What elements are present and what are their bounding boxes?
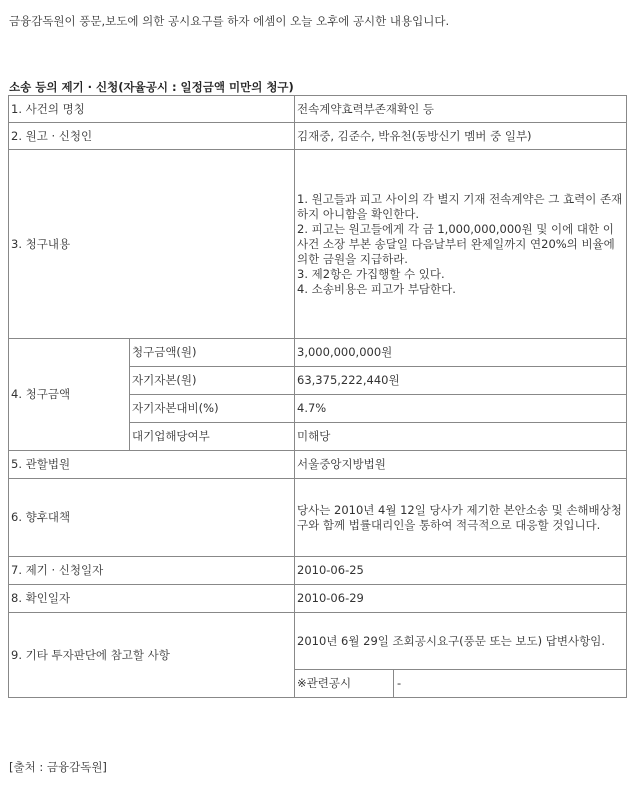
row-value-court: 서울중앙지방법원 [295, 451, 627, 479]
row-label-other: 9. 기타 투자판단에 참고할 사항 [9, 613, 295, 698]
sub-label-claim-amount: 청구금액(원) [130, 339, 295, 367]
claim-line: 2. 피고는 원고들에게 각 금 1,000,000,000원 및 이에 대한 이 사건 소장 부본 송달일 다음날부터 완제일까지 연20%의 비율에 의한 금원을 지급하라. [297, 221, 615, 266]
row-value-claim-content [295, 150, 627, 339]
row-value-case-name: 전속계약효력부존재확인 등 [295, 96, 627, 123]
row-value-response: 당사는 2010년 4월 12일 당사가 제기한 본안소송 및 손해배상청구와 함께 법률대리인을 통하여 적극적으로 대응할 것입니다. [295, 479, 627, 557]
table-row [9, 123, 627, 150]
section-title: 소송 등의 제기 · 신청(자율공시 : 일정금액 미만의 청구) [9, 80, 294, 94]
sub-value-claim-amount: 3,000,000,000원 [295, 339, 627, 367]
related-disclosure-label: ※관련공시 [295, 670, 394, 697]
row-label-claim-content: 3. 청구내용 [9, 150, 295, 339]
row-label-response: 6. 향후대책 [9, 479, 295, 557]
table-row [9, 613, 627, 670]
row-label-case-name: 1. 사건의 명칭 [9, 96, 295, 123]
table-row [9, 557, 627, 585]
row-label-court: 5. 관할법원 [9, 451, 295, 479]
sub-label-equity-ratio: 자기자본대비(%) [130, 395, 295, 423]
row-value-filing-date: 2010-06-25 [295, 557, 627, 585]
row-label-claim-amount: 4. 청구금액 [9, 339, 130, 451]
row-label-plaintiff: 2. 원고 · 신청인 [9, 123, 295, 150]
sub-value-large-company: 미해당 [295, 423, 627, 451]
sub-label-equity: 자기자본(원) [130, 367, 295, 395]
disclosure-table [8, 95, 627, 698]
row-value-other: 2010년 6월 29일 조회공시요구(풍문 또는 보도) 답변사항임. [295, 613, 627, 670]
row-label-filing-date: 7. 제기 · 신청일자 [9, 557, 295, 585]
related-disclosure-value: - [397, 676, 402, 690]
claim-line: 4. 소송비용은 피고가 부담한다. [297, 281, 456, 296]
table-row [9, 150, 627, 339]
table-row [9, 96, 627, 123]
table-row [9, 479, 627, 557]
row-label-confirm-date: 8. 확인일자 [9, 585, 295, 613]
intro-text: 금융감독원이 풍문,보도에 의한 공시요구를 하자 에셈이 오늘 오후에 공시한 내용입니다. [9, 14, 450, 28]
sub-value-equity: 63,375,222,440원 [295, 367, 627, 395]
claim-line: 3. 제2항은 가집행할 수 있다. [297, 266, 445, 281]
sub-value-equity-ratio: 4.7% [295, 395, 627, 423]
source-credit: [출처 : 금융감독원] [9, 760, 107, 774]
table-row [9, 585, 627, 613]
related-disclosure-cell [295, 670, 627, 698]
table-row [9, 339, 627, 367]
claim-line: 1. 원고들과 피고 사이의 각 별지 기재 전속계약은 그 효력이 존재하지 아니함을 확인한다. [297, 191, 623, 221]
row-value-confirm-date: 2010-06-29 [295, 585, 627, 613]
table-row [9, 451, 627, 479]
sub-label-large-company: 대기업해당여부 [130, 423, 295, 451]
row-value-plaintiff: 김재중, 김준수, 박유천(동방신기 멤버 중 일부) [295, 123, 627, 150]
